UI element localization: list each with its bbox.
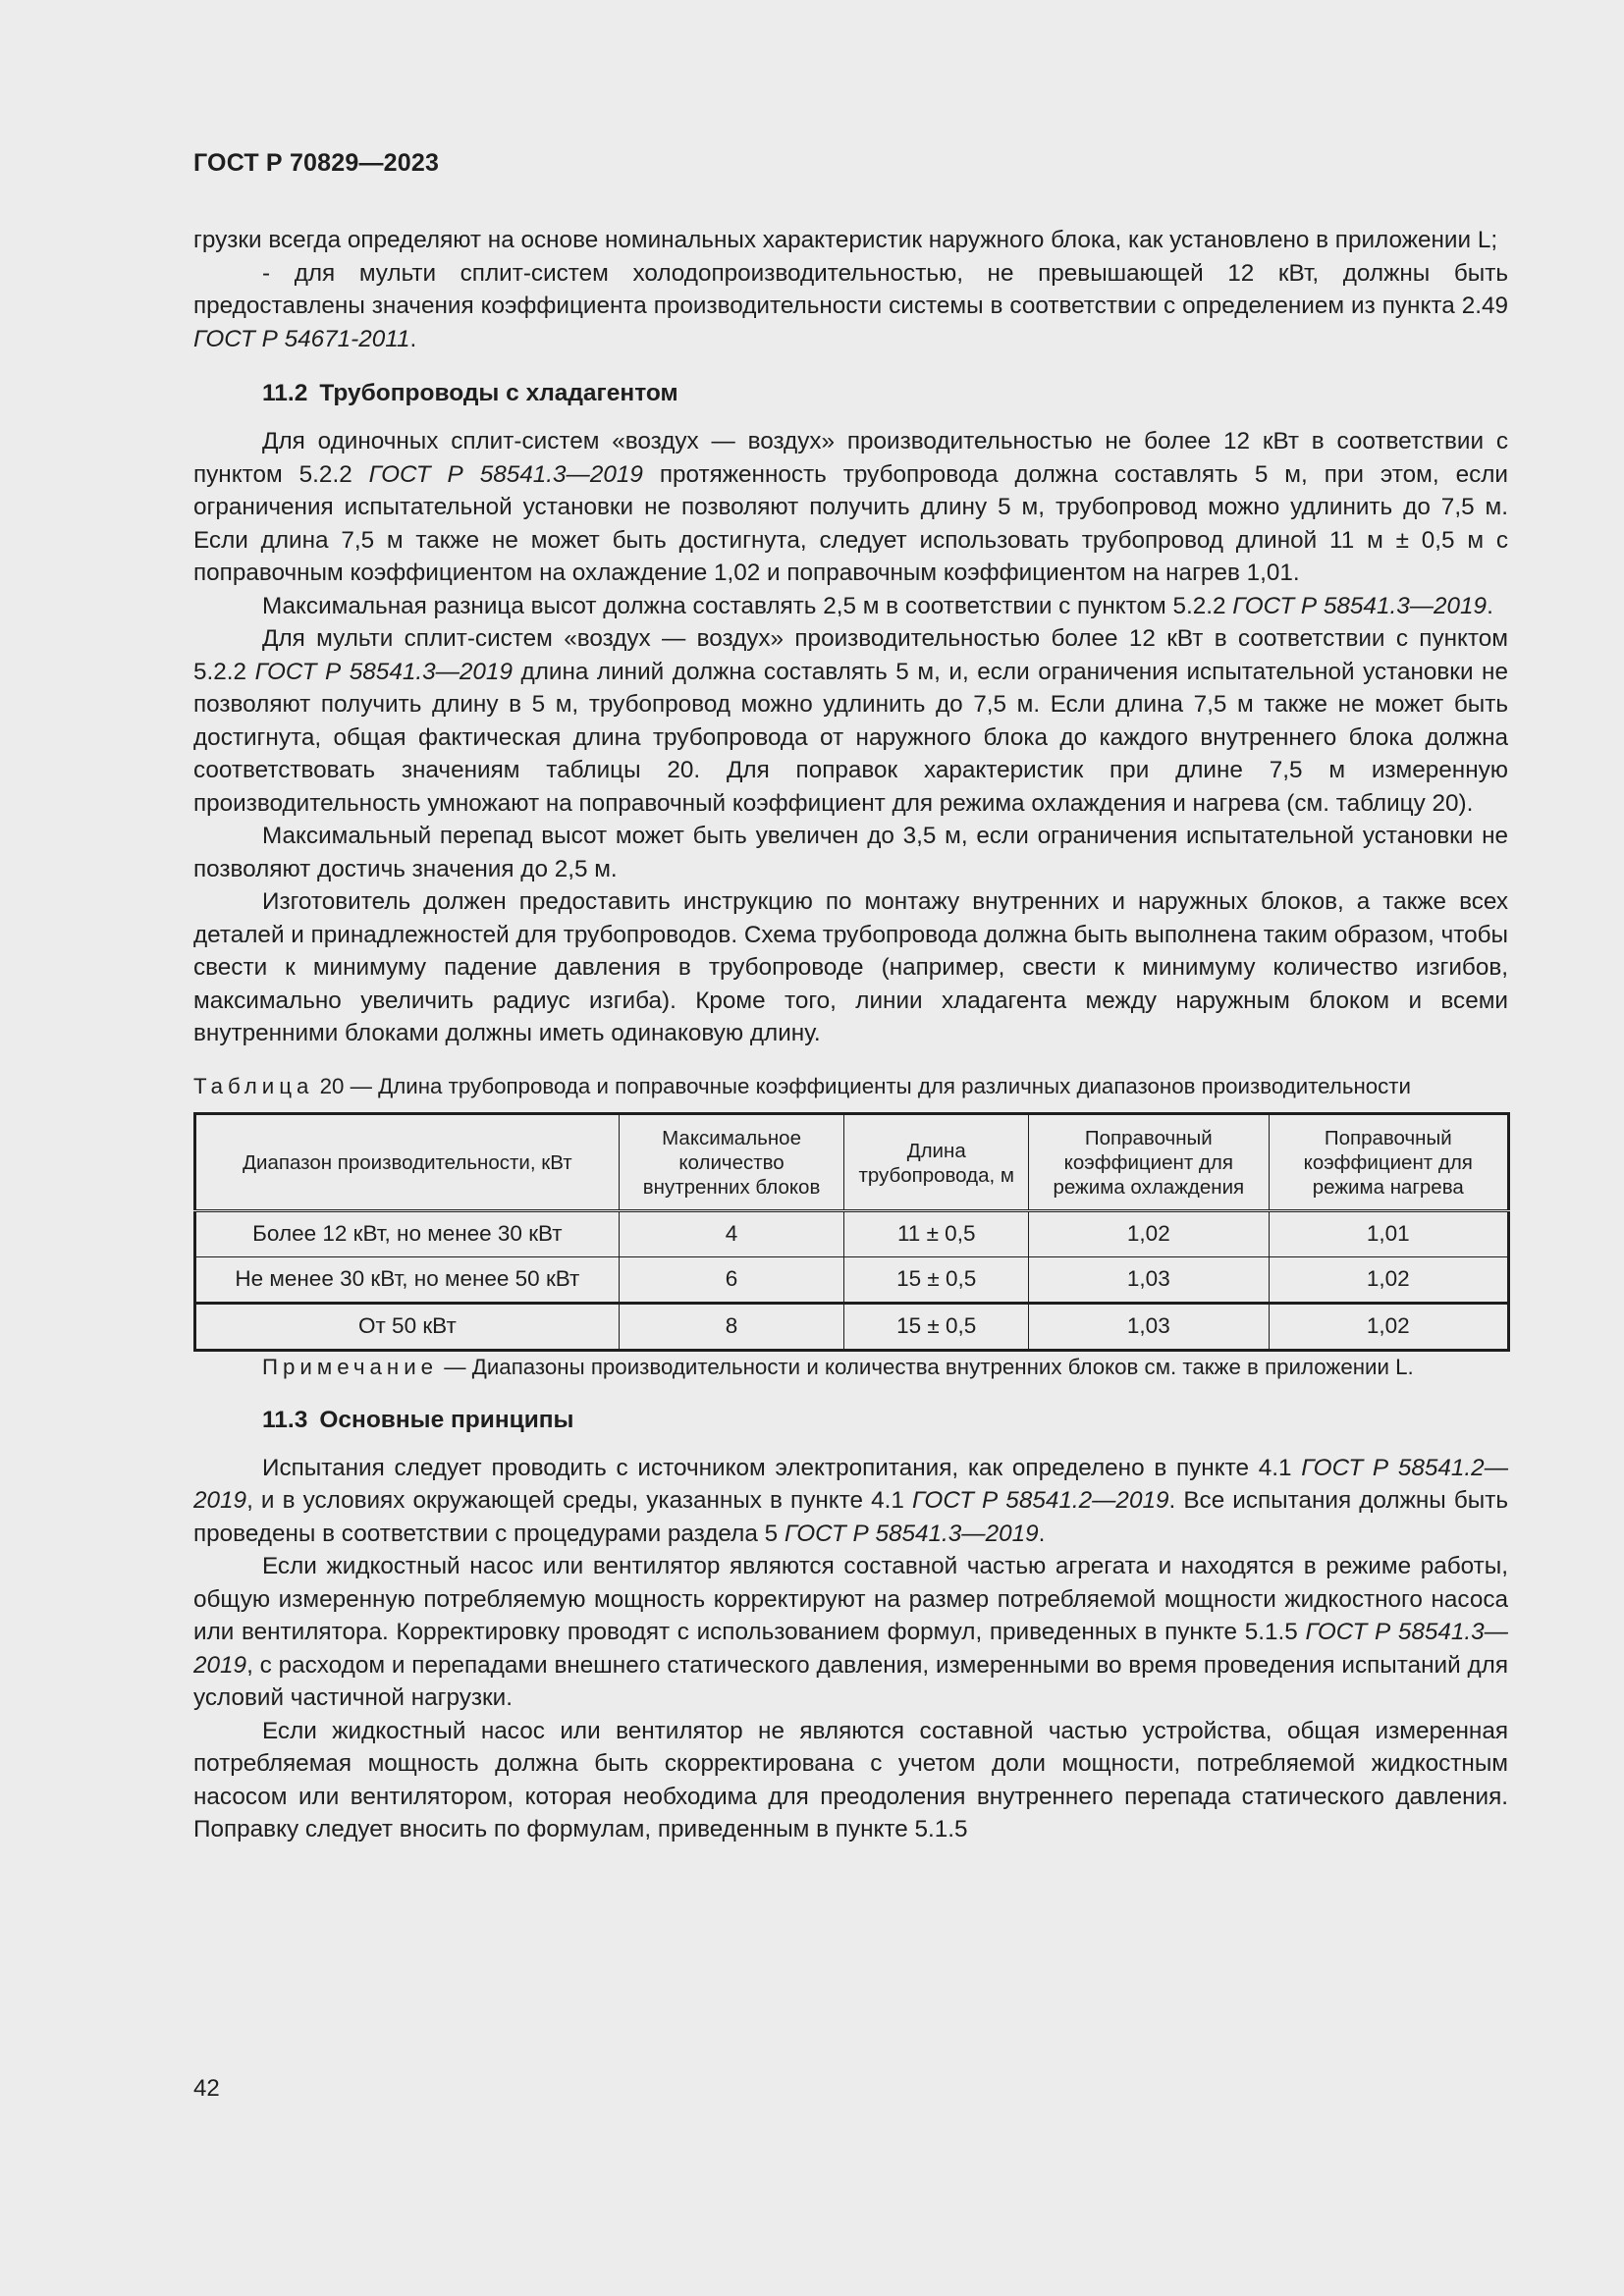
table-cell: 1,01: [1269, 1210, 1508, 1256]
text-span: Испытания следует проводить с источником электропитания, как определено в пункте 4.1: [262, 1454, 1302, 1481]
table-cell: 15 ± 0,5: [844, 1256, 1029, 1303]
table-cell: 1,02: [1029, 1210, 1269, 1256]
column-header: Поправочный коэффициент для режима нагрева: [1269, 1113, 1508, 1210]
table-note: [193, 1352, 1508, 1382]
standard-reference: ГОСТ Р 58541.2—2019: [193, 1454, 1508, 1514]
text-span: длина линий должна составлять 5 м, и, если ограничения испытательной установки не позволяют получить длину в 5 м, трубопровод можно удлинить до 7,5 м. Если длина 7,5 м также не может быть достигнута, общая фактическая длина трубопровода от наружного блока до каждого внутреннего блока должна соответствовать значениям таблицы 20. Для поправок характеристик при длине 7,5 м измеренную производительность умножают на поправочный коэффициент для режима охлаждения и нагрева (см. таблицу 20).: [193, 658, 1508, 817]
paragraph: [193, 590, 1508, 623]
table-cell: 1,02: [1269, 1256, 1508, 1303]
section-number: 11.3: [262, 1406, 308, 1433]
text-span: .: [409, 325, 417, 352]
text-span: . Все испытания должны быть проведены в соответствии с процедурами раздела 5: [193, 1487, 1508, 1547]
table-cell: 1,02: [1269, 1303, 1508, 1350]
table-cell: 8: [619, 1303, 844, 1350]
paragraph: Максимальный перепад высот может быть увеличен до 3,5 м, если ограничения испытательной установки не позволяют достичь значения до 2,5 м.: [193, 823, 1508, 882]
paragraph: [193, 622, 1508, 820]
text-span: - для мульти сплит-систем холодопроизводительностью, не превышающей 12 кВт, должны быть предоставлены значения коэффициента производительности системы в соответствии с определением из пункта 2.49: [193, 259, 1508, 319]
section-heading-11-3: [262, 1404, 1508, 1436]
column-header: Длина трубопровода, м: [844, 1113, 1029, 1210]
table-cell: 1,03: [1029, 1303, 1269, 1350]
table-cell: 15 ± 0,5: [844, 1303, 1029, 1350]
table-row: [195, 1256, 1509, 1303]
column-header: Диапазон производительности, кВт: [195, 1113, 620, 1210]
paragraph: [193, 1550, 1508, 1715]
standard-reference: ГОСТ Р 58541.3—2019: [1232, 592, 1488, 619]
intro-list-item: [193, 257, 1508, 356]
table-caption-text: 20 — Длина трубопровода и поправочные коэффициенты для различных диапазонов производительности: [319, 1073, 1411, 1098]
text-span: грузки всегда определяют на основе номинальных характеристик наружного блока, как установлено в приложении L;: [193, 227, 1498, 253]
standard-reference: ГОСТ Р 58541.3—2019: [193, 1619, 1508, 1679]
intro-paragraph: [193, 224, 1508, 257]
table-row: [195, 1303, 1509, 1350]
column-header: Поправочный коэффициент для режима охлаждения: [1029, 1113, 1269, 1210]
note-label: Примечание: [262, 1354, 439, 1379]
paragraph: Если жидкостный насос или вентилятор не являются составной частью устройства, общая измеренная потребляемая мощность должна быть скорректирована с учетом доли мощности, потребляемой жидкостным насосом или вентилятором, которая необходима для преодоления внутреннего перепада статического давления. Поправку следует вносить по формулам, приведенным в пункте 5.1.5: [193, 1717, 1508, 1842]
table-20: [193, 1112, 1510, 1352]
standard-reference: ГОСТ Р 54671-2011: [193, 325, 410, 352]
standard-reference: ГОСТ Р 58541.3—2019: [368, 460, 643, 488]
table-cell: 6: [619, 1256, 844, 1303]
table-row: [195, 1210, 1509, 1256]
text-span: Если жидкостный насос или вентилятор являются составной частью агрегата и находятся в режиме работы, общую измеренную потребляемую мощность корректируют на размер потребляемой мощности жидкостного насоса или вентилятора. Корректировку проводят с использованием формул, приведенных в пункте 5.1.5: [193, 1553, 1508, 1645]
table-cell: От 50 кВт: [195, 1303, 620, 1350]
section-number: 11.2: [262, 380, 308, 406]
text-span: , и в условиях окружающей среды, указанных в пункте 4.1: [246, 1487, 913, 1514]
table-cell: 1,03: [1029, 1256, 1269, 1303]
document-code: ГОСТ Р 70829—2023: [193, 149, 440, 177]
text-span: .: [1038, 1520, 1046, 1547]
standard-reference: ГОСТ Р 58541.3—2019: [784, 1520, 1039, 1547]
table-cell: 4: [619, 1210, 844, 1256]
text-span: Для одиночных сплит-систем «воздух — воздух» производительностью не более 12 кВт в соответствии с пунктом 5.2.2: [193, 428, 1508, 488]
table-header-row: [195, 1113, 1509, 1210]
table-cell: 11 ± 0,5: [844, 1210, 1029, 1256]
text-span: .: [1487, 592, 1493, 619]
page-number: 42: [193, 2075, 220, 2102]
table-cell: Не менее 30 кВт, но менее 50 кВт: [195, 1256, 620, 1303]
page-content: [193, 224, 1508, 1846]
text-span: протяженность трубопровода должна составлять 5 м, при этом, если ограничения испытательной установки не позволяют получить длину 5 м, трубопровод можно удлинить до 7,5 м. Если длина 7,5 м также не может быть достигнута, следует использовать трубопровод длиной 11 м ± 0,5 м с поправочным коэффициентом на охлаждение 1,02 и поправочным коэффициентом на нагрев 1,01.: [193, 460, 1508, 586]
text-span: Максимальная разница высот должна составлять 2,5 м в соответствии с пунктом 5.2.2: [262, 592, 1233, 619]
table-cell: Более 12 кВт, но менее 30 кВт: [195, 1210, 620, 1256]
paragraph: Изготовитель должен предоставить инструкцию по монтажу внутренних и наружных блоков, а также всех деталей и принадлежностей для трубопроводов. Схема трубопровода должна быть выполнена таким образом, чтобы свести к минимуму падение давления в трубопроводе (например, свести к минимуму количество изгибов, максимально увеличить радиус изгиба). Кроме того, линии хладагента между наружным блоком и всеми внутренними блоками должны иметь одинаковую длину.: [193, 888, 1508, 1046]
text-span: Для мульти сплит-систем «воздух — воздух» производительностью более 12 кВт в соответствии с пунктом 5.2.2: [193, 625, 1508, 685]
table-caption: [193, 1071, 1508, 1101]
text-span: , с расходом и перепадами внешнего статического давления, измеренными во время проведения испытаний для условий частичной нагрузки.: [193, 1651, 1508, 1711]
standard-reference: ГОСТ Р 58541.3—2019: [254, 658, 513, 685]
section-heading-11-2: [262, 377, 1508, 409]
paragraph: [193, 425, 1508, 590]
column-header: Максимальное количество внутренних блоков: [619, 1113, 844, 1210]
paragraph: [193, 1452, 1508, 1551]
standard-reference: ГОСТ Р 58541.2—2019: [912, 1487, 1169, 1514]
section-title: Трубопроводы с хладагентом: [319, 380, 678, 406]
table-caption-label: Таблица: [193, 1073, 314, 1098]
section-title: Основные принципы: [319, 1406, 574, 1433]
note-text: — Диапазоны производительности и количества внутренних блоков см. также в приложении L.: [438, 1354, 1414, 1379]
